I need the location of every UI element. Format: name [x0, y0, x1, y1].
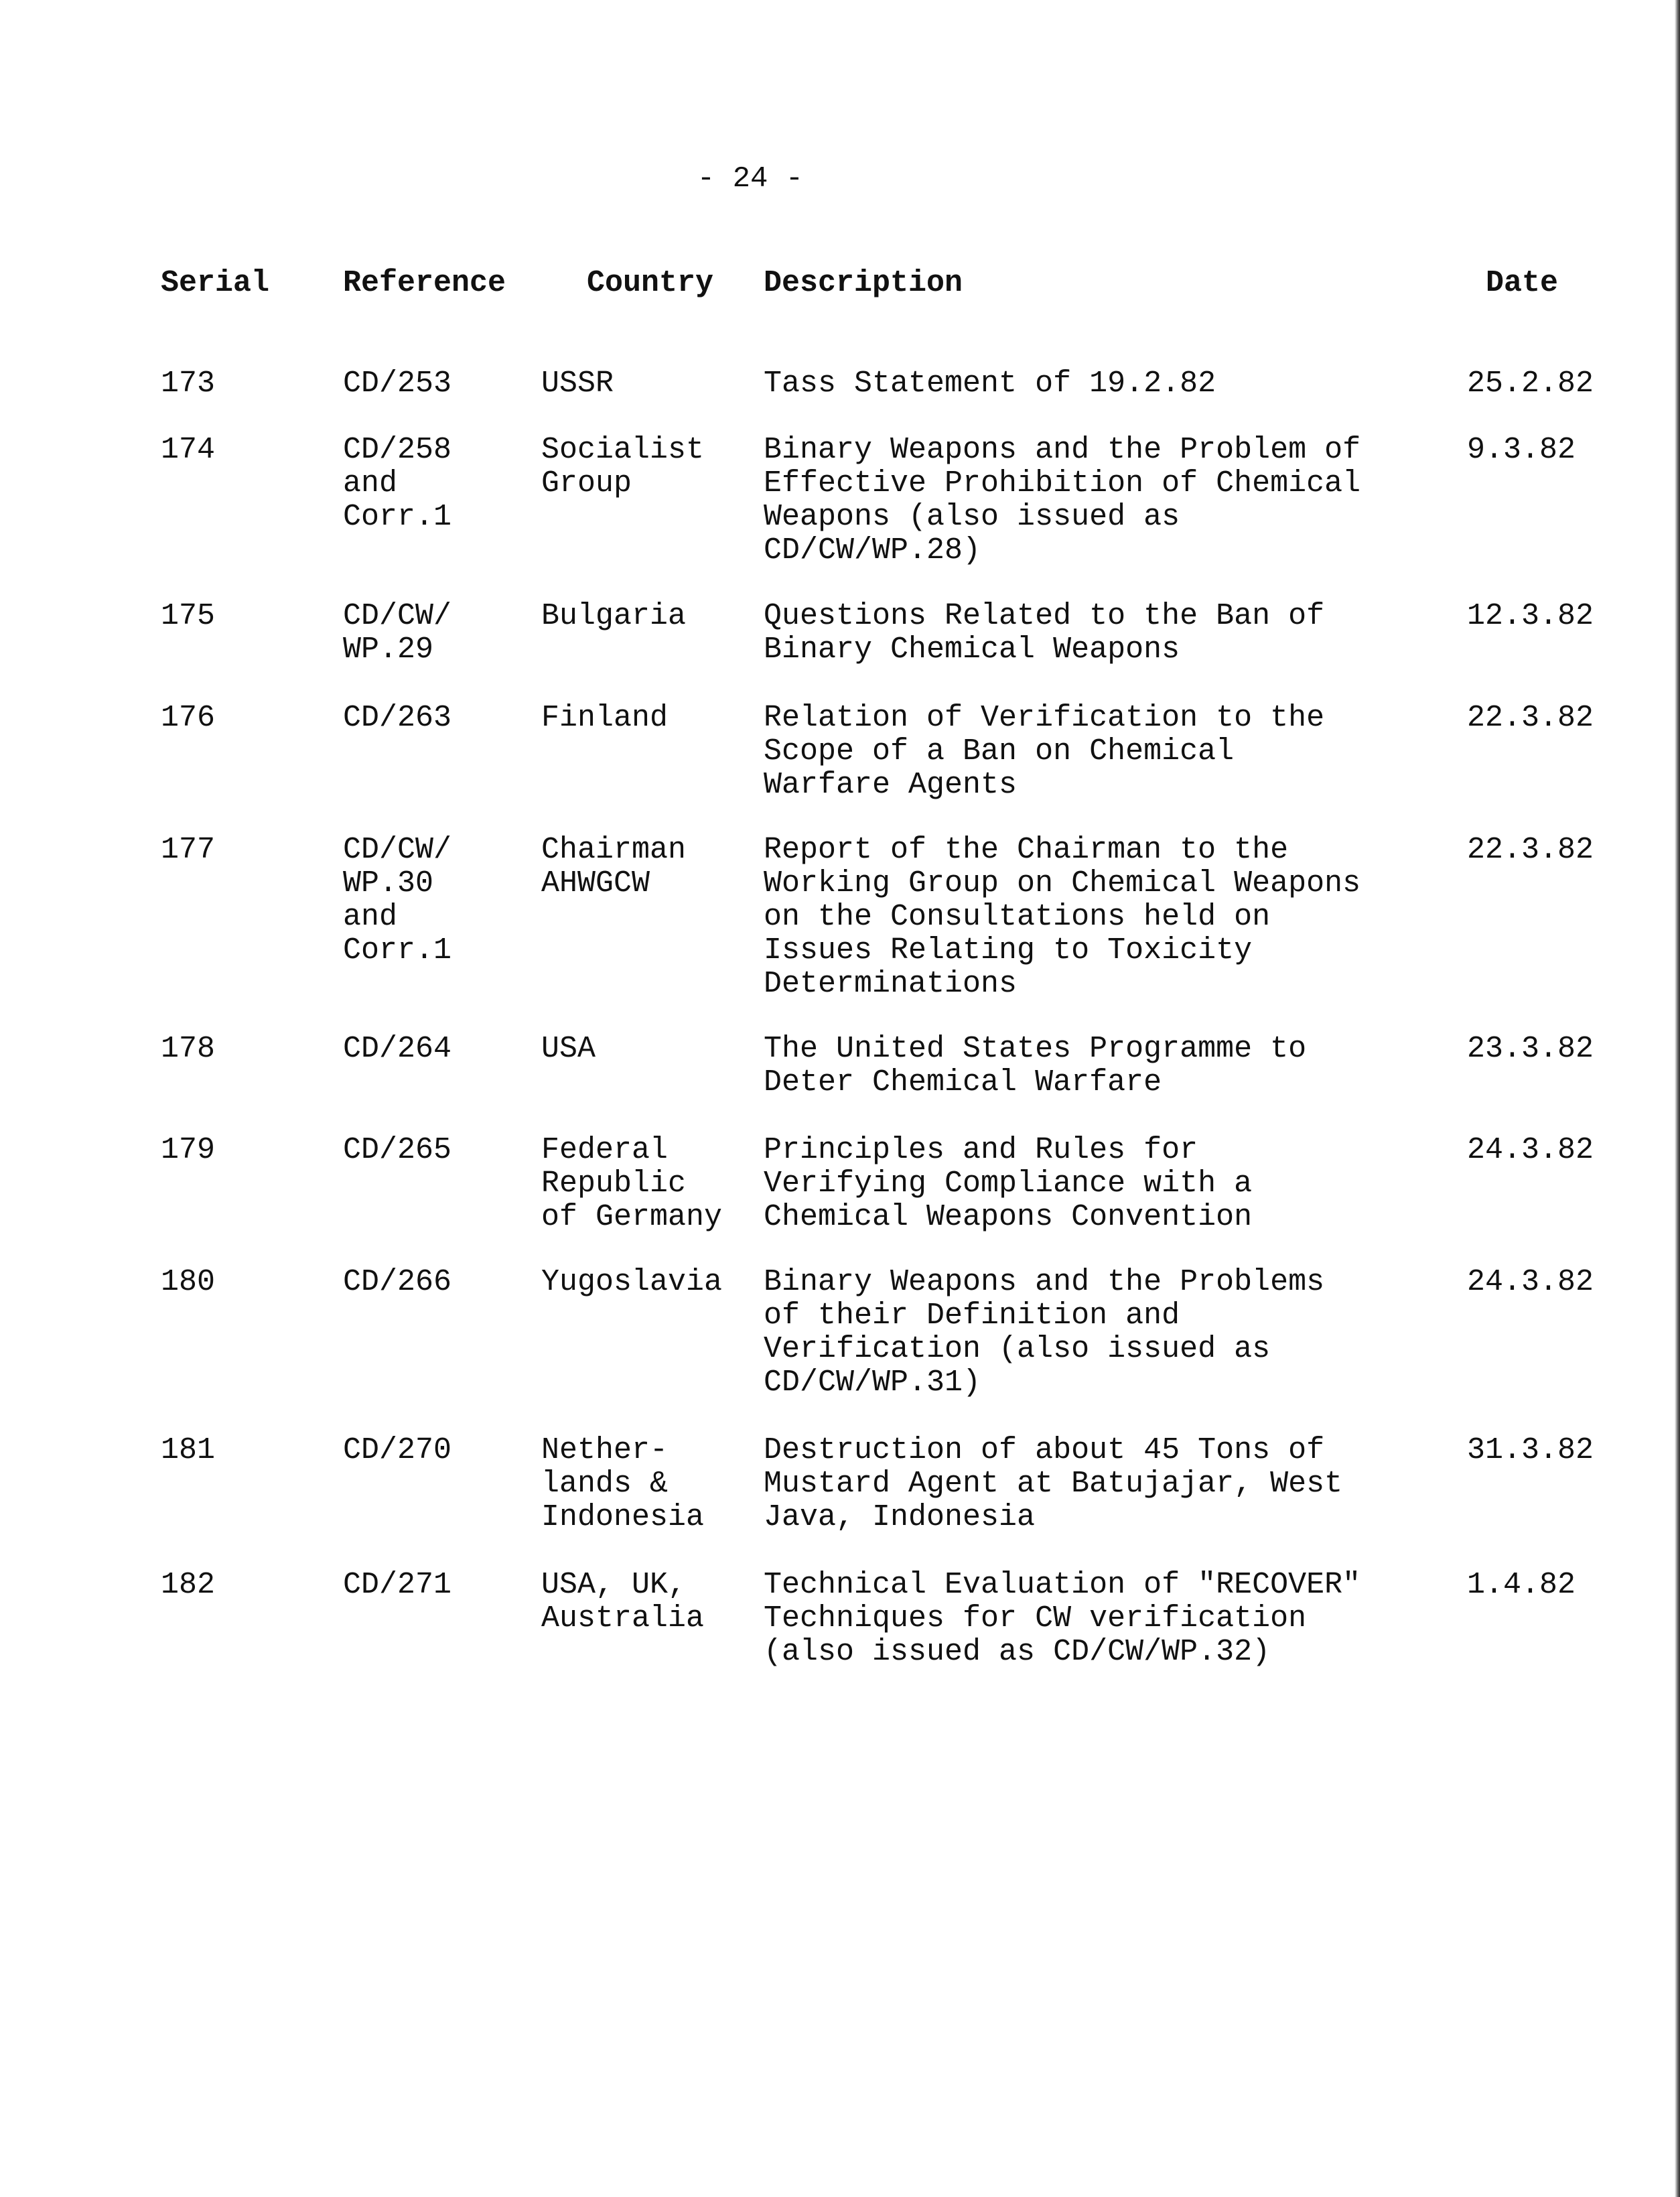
cell-reference: CD/265	[343, 1133, 452, 1167]
cell-description: The United States Programme to Deter Chemical Warfare	[764, 1032, 1307, 1100]
cell-serial: 177	[161, 833, 216, 867]
cell-reference: CD/CW/ WP.30 and Corr.1	[343, 833, 452, 968]
cell-description: Tass Statement of 19.2.82	[764, 367, 1216, 401]
cell-country: Bulgaria	[541, 599, 687, 633]
cell-date: 12.3.82	[1467, 599, 1594, 633]
cell-reference: CD/CW/ WP.29	[343, 599, 452, 667]
cell-description: Destruction of about 45 Tons of Mustard Agent at Batujajar, West Java, Indonesia	[764, 1433, 1343, 1534]
header-country: Country	[587, 266, 714, 300]
cell-description: Technical Evaluation of "RECOVER" Techniques for CW verification (also issued as CD/CW/WP.32)	[764, 1568, 1361, 1669]
cell-serial: 174	[161, 433, 216, 467]
header-date: Date	[1486, 266, 1559, 300]
cell-country: Chairman AHWGCW	[541, 833, 687, 901]
cell-country: Finland	[541, 701, 669, 735]
cell-reference: CD/258 and Corr.1	[343, 433, 452, 534]
cell-serial: 181	[161, 1433, 216, 1467]
cell-serial: 173	[161, 367, 216, 401]
cell-country: Nether- lands & Indonesia	[541, 1433, 705, 1534]
cell-date: 22.3.82	[1467, 701, 1594, 735]
cell-reference: CD/253	[343, 367, 452, 401]
cell-reference: CD/271	[343, 1568, 452, 1602]
cell-serial: 180	[161, 1265, 216, 1299]
cell-serial: 175	[161, 599, 216, 633]
cell-date: 24.3.82	[1467, 1265, 1594, 1299]
cell-serial: 182	[161, 1568, 216, 1602]
cell-date: 9.3.82	[1467, 433, 1576, 467]
cell-date: 24.3.82	[1467, 1133, 1594, 1167]
cell-country: USSR	[541, 367, 614, 401]
cell-country: Socialist Group	[541, 433, 705, 501]
cell-country: USA, UK, Australia	[541, 1568, 705, 1636]
header-description: Description	[764, 266, 963, 300]
header-reference: Reference	[343, 266, 506, 300]
cell-serial: 179	[161, 1133, 216, 1167]
cell-description: Relation of Verification to the Scope of a Ban on Chemical Warfare Agents	[764, 701, 1325, 802]
cell-date: 25.2.82	[1467, 367, 1594, 401]
cell-description: Binary Weapons and the Problems of their Definition and Verification (also issued as CD/CW/WP.31)	[764, 1265, 1325, 1400]
cell-reference: CD/270	[343, 1433, 452, 1467]
cell-date: 31.3.82	[1467, 1433, 1594, 1467]
cell-date: 22.3.82	[1467, 833, 1594, 867]
page-number: - 24 -	[697, 162, 804, 196]
cell-reference: CD/264	[343, 1032, 452, 1066]
page-edge-shadow	[1675, 0, 1680, 2197]
cell-reference: CD/266	[343, 1265, 452, 1299]
cell-description: Principles and Rules for Verifying Compliance with a Chemical Weapons Convention	[764, 1133, 1253, 1234]
cell-country: USA	[541, 1032, 596, 1066]
cell-reference: CD/263	[343, 701, 452, 735]
cell-description: Questions Related to the Ban of Binary Chemical Weapons	[764, 599, 1325, 667]
cell-description: Report of the Chairman to the Working Group on Chemical Weapons on the Consultations held on Issues Relating to Toxicity Determinations	[764, 833, 1361, 1001]
cell-description: Binary Weapons and the Problem of Effective Prohibition of Chemical Weapons (also issued as CD/CW/WP.28)	[764, 433, 1361, 568]
cell-date: 1.4.82	[1467, 1568, 1576, 1602]
cell-serial: 176	[161, 701, 216, 735]
cell-date: 23.3.82	[1467, 1032, 1594, 1066]
cell-country: Yugoslavia	[541, 1265, 723, 1299]
header-serial: Serial	[161, 266, 270, 300]
cell-country: Federal Republic of Germany	[541, 1133, 723, 1234]
cell-serial: 178	[161, 1032, 216, 1066]
